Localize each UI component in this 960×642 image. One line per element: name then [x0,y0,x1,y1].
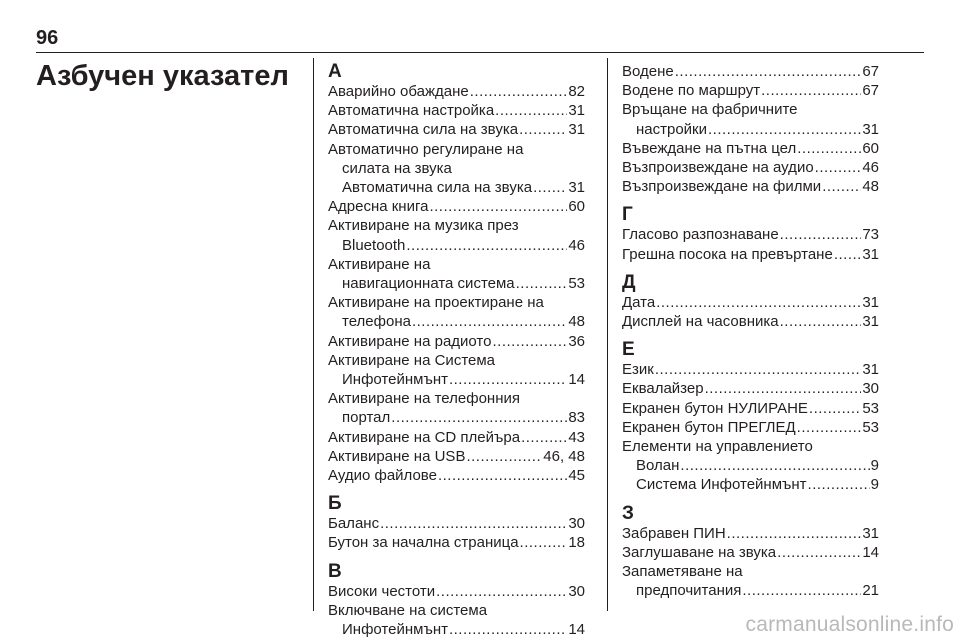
column-divider-2 [607,58,608,611]
entry-text: Автоматична сила на звука [328,121,519,139]
entry-heading: Активиране на телефонния [328,390,520,408]
entry-text: Адресна книга [328,198,429,216]
entry-page: 31 [862,293,879,311]
leader-dots [780,225,862,244]
entry-text: Система Инфотейнмънт [636,476,807,494]
index-entry [328,533,585,552]
section-letter: В [328,560,342,582]
entry-text: Екранен бутон ПРЕГЛЕД [622,418,796,436]
leader-dots [449,370,567,389]
leader-dots [406,236,567,255]
page-title: Азбучен указател [36,60,289,92]
entry-text: Възпроизвеждане на филми [622,178,822,196]
leader-dots [429,197,567,216]
entry-page: 31 [862,245,879,263]
entry-text: Аварийно обаждане [328,83,469,100]
leader-dots [492,332,567,351]
entry-page: 30 [568,582,585,600]
index-entry [328,120,585,139]
index-entry [622,139,879,158]
entry-text: Еквалайзер [622,380,704,398]
leader-dots [808,475,870,494]
index-entry [328,428,585,447]
leader-dots [780,312,862,331]
entry-text: Активиране на USB [328,447,466,465]
entry-page: 82 [568,83,585,100]
index-entry [328,312,585,331]
leader-dots [797,139,861,158]
leader-dots [797,418,862,437]
entry-text: настройки [636,120,708,138]
entry-text: Високи честоти [328,582,436,600]
index-entry [328,466,585,485]
entry-page: 83 [568,409,585,427]
entry-text: предпочитания [636,582,742,600]
entry-subheading: силата на звука [342,159,452,177]
leader-dots [727,524,862,543]
leader-dots [742,581,861,600]
entry-heading: Автоматично регулиране на [328,140,524,158]
section-letter: Г [622,204,633,226]
entry-text: Аудио файлове [328,467,437,485]
index-entry [328,408,585,427]
entry-page: 21 [862,582,879,600]
entry-page: 14 [568,371,585,389]
entry-text: Заглушаване на звука [622,543,777,561]
leader-dots [655,360,861,379]
section-letter: Е [622,339,635,361]
leader-dots [815,158,862,177]
index-entry [622,543,879,562]
leader-dots [449,620,567,639]
leader-dots [495,101,567,120]
entry-text: Инфотейнмънт [342,621,448,639]
entry-heading: Активиране на [328,255,431,273]
entry-text: Екранен бутон НУЛИРАНЕ [622,399,808,417]
index-entry [328,236,585,255]
index-entry [622,418,879,437]
entry-text: Волан [636,457,680,475]
entry-page: 9 [870,457,879,475]
index-entry [328,370,585,389]
leader-dots [438,466,567,485]
index-entry [328,620,585,639]
entry-text: портал [342,409,391,427]
index-entry [328,101,585,120]
entry-page: 31 [862,120,879,138]
index-entry [622,379,879,398]
entry-page: 67 [862,63,879,80]
index-column-1 [328,62,585,639]
entry-text: Инфотейнмънт [342,371,448,389]
index-entry [328,274,585,293]
index-entry [622,245,879,264]
entry-page: 14 [568,621,585,639]
leader-dots [521,428,567,447]
section-letter: Б [328,493,342,515]
entry-page: 60 [862,139,879,157]
index-entry [328,514,585,533]
index-entry [328,582,585,601]
entry-text: Водене по маршрут [622,82,761,100]
leader-dots [470,82,568,101]
index-entry [622,158,879,177]
entry-page: 31 [568,179,585,197]
entry-page: 43 [568,428,585,446]
index-entry [622,312,879,331]
entry-text: Забравен ПИН [622,524,726,542]
leader-dots [391,408,567,427]
leader-dots [656,293,861,312]
entry-heading: Активиране на музика през [328,217,519,235]
entry-text: Възпроизвеждане на аудио [622,159,814,177]
entry-text: Бутон за начална страница [328,534,519,552]
entry-page: 9 [870,476,879,494]
index-entry [622,360,879,379]
entry-page: 30 [862,380,879,398]
index-entry [622,62,879,81]
leader-dots [675,62,862,81]
leader-dots [708,120,861,139]
index-entry [328,447,585,466]
leader-dots [516,274,568,293]
leader-dots [533,178,567,197]
entry-text: Гласово разпознаване [622,226,779,244]
leader-dots [412,312,567,331]
entry-text: Bluetooth [342,236,406,254]
index-entry [622,581,879,600]
leader-dots [519,120,567,139]
entry-page: 67 [862,82,879,100]
entry-heading: Елементи на управлението [622,438,813,456]
entry-page: 14 [862,543,879,561]
leader-dots [380,514,567,533]
entry-page: 53 [862,418,879,436]
entry-page: 53 [568,275,585,293]
entry-heading: Връщане на фабричните [622,101,798,119]
index-entry [622,120,879,139]
entry-heading: Активиране на Система [328,351,496,369]
index-entry [622,293,879,312]
leader-dots [705,379,862,398]
header-rule [36,52,924,53]
entry-page: 48 [568,313,585,331]
entry-page: 31 [568,102,585,120]
entry-page: 53 [862,399,879,417]
index-entry [328,332,585,351]
index-entry [328,82,585,101]
entry-page: 46 [568,236,585,254]
entry-page: 48 [862,178,879,196]
section-letter: Д [622,271,636,293]
entry-page: 30 [568,515,585,533]
entry-text: Въвеждане на пътна цел [622,139,797,157]
section-letter: А [328,61,342,82]
index-entry [622,177,879,196]
index-entry [622,81,879,100]
entry-text: Език [622,361,654,379]
index-entry [622,225,879,244]
leader-dots [777,543,861,562]
watermark: carmanualsonline.info [745,613,954,636]
entry-page: 31 [862,524,879,542]
entry-text: Автоматична настройка [328,102,495,120]
leader-dots [809,399,861,418]
entry-page: 31 [862,313,879,331]
index-entry [622,524,879,543]
leader-dots [466,447,542,466]
entry-page: 31 [568,121,585,139]
leader-dots [520,533,568,552]
leader-dots [680,456,869,475]
column-divider-1 [313,58,314,611]
index-entry [622,475,879,494]
index-column-2 [622,62,879,600]
entry-text: Активиране на CD плейъра [328,428,521,446]
entry-page: 46 [862,159,879,177]
entry-page: 36 [568,332,585,350]
entry-text: Грешна посока на превъртане [622,245,833,263]
entry-page: 73 [862,226,879,244]
entry-page: 31 [862,361,879,379]
section-letter: З [622,502,634,524]
index-entry [622,399,879,418]
index-entry [622,456,879,475]
entry-text: Баланс [328,515,380,533]
entry-text: Автоматична сила на звука [342,179,533,197]
entry-page: 46, 48 [543,447,585,465]
entry-text: Дата [622,293,656,311]
entry-text: Водене [622,63,674,80]
leader-dots [436,582,567,601]
index-entry [328,197,585,216]
leader-dots [761,81,861,100]
entry-text: Активиране на радиото [328,332,492,350]
entry-page: 18 [568,534,585,552]
page-number: 96 [36,27,59,49]
entry-page: 45 [568,467,585,485]
entry-page: 60 [568,198,585,216]
entry-text: Дисплей на часовника [622,313,779,331]
index-entry [328,178,585,197]
entry-text: телефона [342,313,411,331]
leader-dots [822,177,861,196]
entry-heading: Включване на система [328,601,488,619]
entry-heading: Активиране на проектиране на [328,294,544,312]
entry-heading: Запаметяване на [622,563,743,581]
entry-text: навигационната система [342,275,515,293]
leader-dots [834,245,862,264]
